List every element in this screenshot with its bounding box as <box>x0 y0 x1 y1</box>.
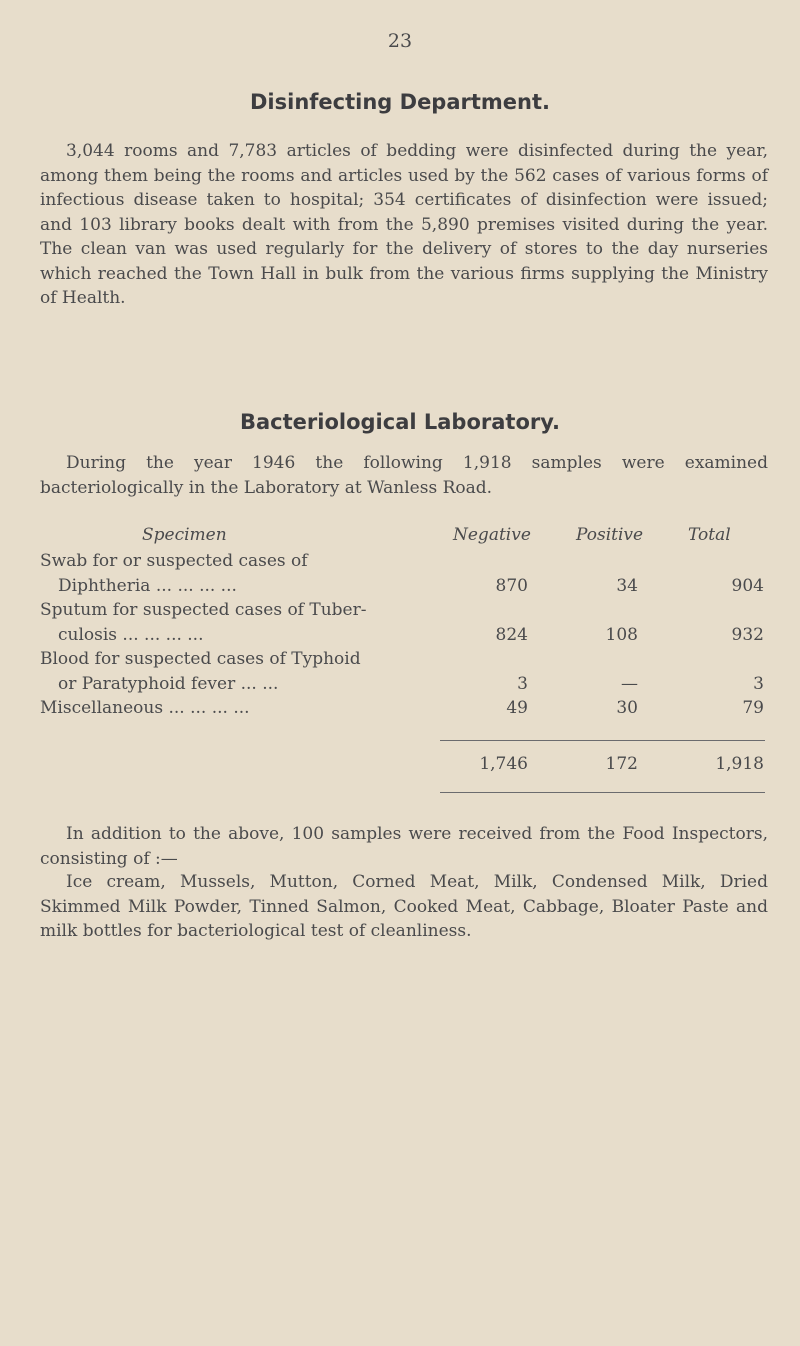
row-negative: 3 <box>517 673 528 694</box>
row-negative: 49 <box>506 698 528 718</box>
row-negative: 824 <box>495 624 528 645</box>
row-positive: — <box>621 673 638 694</box>
row-specimen <box>40 696 440 721</box>
row-total: 79 <box>742 698 764 718</box>
row-label-line: Miscellaneous ... ... ... ... <box>40 698 250 718</box>
header-negative: Negative <box>453 525 531 545</box>
addition-paragraph: In addition to the above, 100 samples were received from the Food Inspectors, consisting of :— <box>40 824 768 869</box>
table-totals-row <box>40 754 768 778</box>
header-specimen: Specimen <box>142 525 227 545</box>
row-label-line: Sputum for suspected cases of Tuber- <box>40 600 367 620</box>
row-specimen <box>40 598 440 647</box>
samples-table <box>40 525 768 774</box>
row-total: 932 <box>731 624 764 645</box>
row-specimen <box>40 647 440 696</box>
table-rule-bottom <box>440 792 765 793</box>
laboratory-heading: Bacteriological Laboratory. <box>240 410 560 434</box>
row-positive: 30 <box>616 698 638 718</box>
row-specimen <box>40 549 440 598</box>
header-total: Total <box>688 525 731 545</box>
row-positive: 34 <box>616 575 638 596</box>
total-total: 1,918 <box>715 754 764 774</box>
row-label-line: or Paratyphoid fever ... ... <box>58 673 279 694</box>
table-rule-top <box>440 740 765 741</box>
row-total: 904 <box>731 575 764 596</box>
food-items-paragraph: Ice cream, Mussels, Mutton, Corned Meat, Milk, Condensed Milk, Dried Skimmed Milk Powder, Tinned Salmon, Cooked Meat, Cabbage, Bloater Paste and milk bottles for bacteriological test of cleanliness. <box>40 872 768 941</box>
table-row <box>40 647 768 696</box>
row-label-line: Diphtheria ... ... ... ... <box>58 575 237 596</box>
table-row <box>40 549 768 598</box>
total-positive: 172 <box>605 754 638 774</box>
row-positive: 108 <box>605 624 638 645</box>
table-row <box>40 696 768 721</box>
page-number: 23 <box>387 30 413 52</box>
total-negative: 1,746 <box>479 754 528 774</box>
row-label-line: Swab for or suspected cases of <box>40 551 308 571</box>
row-label-line: Blood for suspected cases of Typhoid <box>40 649 361 669</box>
row-label-line: culosis ... ... ... ... <box>58 624 204 645</box>
row-total: 3 <box>753 673 764 694</box>
table-header <box>40 525 768 549</box>
row-negative: 870 <box>495 575 528 596</box>
disinfecting-paragraph: 3,044 rooms and 7,783 articles of bedding were disinfected during the year, among them being the rooms and articles used by the 562 cases of various forms of infectious disease taken to hospital; 354 certificates of disinfection were issued; and 103 library books dealt with from the 5,890 premises visited during the year. The clean van was used regularly for the delivery of stores to the day nurseries which reached the Town Hall in bulk from the various firms supplying the Ministry of Health. <box>40 141 768 308</box>
header-positive: Positive <box>576 525 644 545</box>
table-row <box>40 598 768 647</box>
laboratory-intro: During the year 1946 the following 1,918 samples were examined bacteriologically in the Laboratory at Wanless Road. <box>40 453 768 498</box>
disinfecting-heading: Disinfecting Department. <box>250 90 550 114</box>
